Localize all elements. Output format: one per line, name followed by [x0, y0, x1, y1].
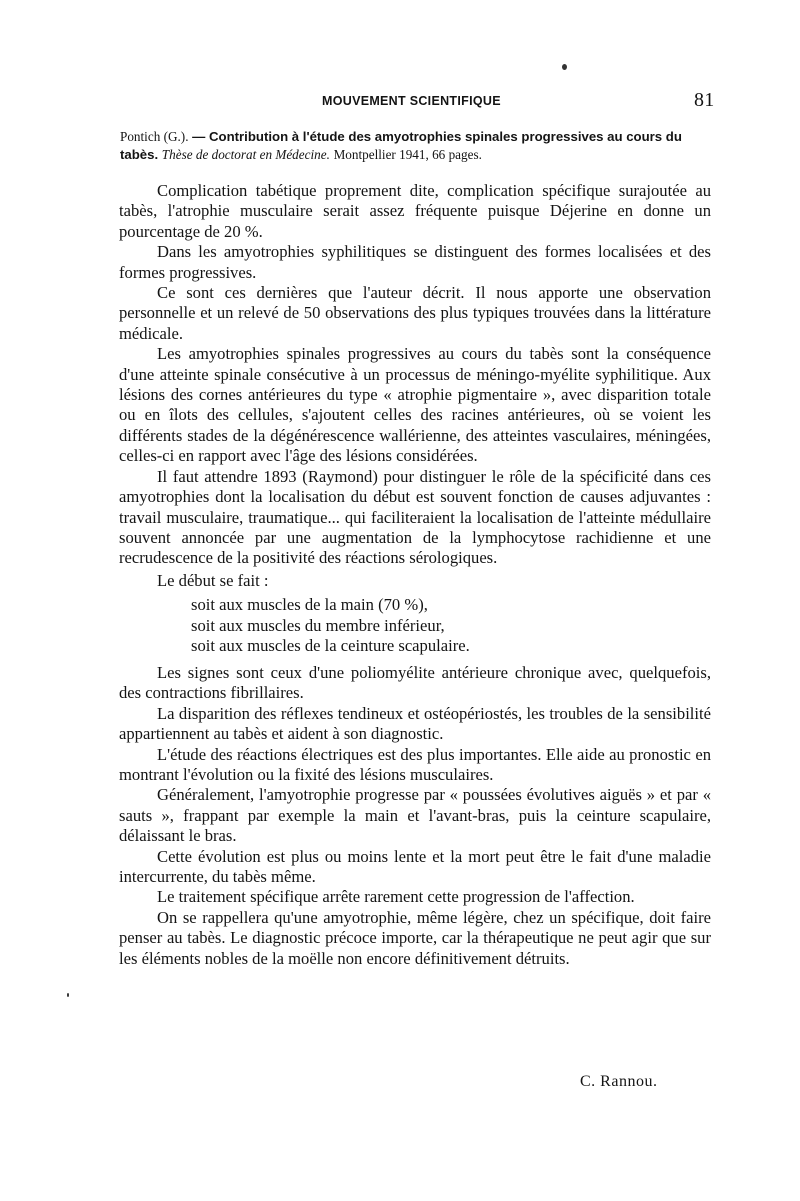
- list-item: soit aux muscles de la ceinture scapulaire.: [191, 636, 470, 656]
- paragraph: On se rappellera qu'une amyotrophie, même légère, chez un spécifique, doit faire penser au tabès. Le diagnostic précoce importe, car la thérapeutique ne peut agir que sur les éléments nobles de la moëlle non encore définitivement détruits.: [119, 907, 711, 968]
- bibliographic-reference: [120, 128, 718, 164]
- onset-list: [119, 595, 711, 657]
- paragraph: Dans les amyotrophies syphilitiques se distinguent des formes localisées et des formes progressives.: [119, 242, 711, 282]
- paragraph: Généralement, l'amyotrophie progresse par « poussées évolutives aiguës » et par « sauts », frappant par exemple la main et l'avant-bras, puis la ceinture scapulaire, délaissant le bras.: [119, 785, 711, 846]
- paragraph: Complication tabétique proprement dite, complication spécifique surajoutée au tabès, l'atrophie musculaire serait assez fréquente puisque Déjerine en donne un pourcentage de 20 %.: [119, 181, 711, 241]
- paragraph: Les amyotrophies spinales progressives au cours du tabès sont la conséquence d'une atteinte spinale consécutive à un processus de méningo-myélite syphilitique. Aux lésions des cornes antérieures du type « atrophie pigmentaire », avec disparition totale ou en îlots des cellules, s'ajoutent celles des racines antérieures, où se voient les différents stades de la dégénérescence wallérienne, des atteintes vasculaires, méningées, celles-ci en rapport avec l'âge des lésions considérées.: [119, 344, 711, 466]
- list-item: soit aux muscles du membre inférieur,: [191, 615, 445, 635]
- reference-thesis: Thèse de doctorat en Médecine.: [161, 147, 330, 162]
- page-number: 81: [694, 89, 715, 111]
- running-title: MOUVEMENT SCIENTIFIQUE: [322, 94, 501, 108]
- list-item: soit aux muscles de la main (70 %),: [191, 595, 428, 615]
- paragraph: Les signes sont ceux d'une poliomyélite antérieure chronique avec, quelquefois, des contractions fibrillaires.: [119, 662, 711, 703]
- signature: C. Rannou.: [580, 1073, 658, 1090]
- paragraph: L'étude des réactions électriques est des plus importantes. Elle aide au pronostic en montrant l'évolution ou la fixité des lésions musculaires.: [119, 744, 711, 784]
- article-body: [119, 181, 711, 969]
- paragraph: Le traitement spécifique arrête rarement cette progression de l'affection.: [157, 887, 635, 907]
- paragraph: Le début se fait :: [157, 570, 269, 590]
- paragraph: Il faut attendre 1893 (Raymond) pour distinguer le rôle de la spécificité dans ces amyotrophies dont la localisation du début est souvent fonction de causes adjuvantes : travail musculaire, traumatique... qui faciliteraient la localisation de l'atteinte médullaire souvent annoncée par une augmentation de la lymphocytose rachidienne et une recrudescence de la positivité des réactions sérologiques.: [119, 466, 711, 568]
- ink-speck: [562, 64, 567, 70]
- reference-author: Pontich (G.).: [120, 129, 189, 144]
- ink-speck: [67, 993, 69, 997]
- paragraph: La disparition des réflexes tendineux et ostéopériostés, les troubles de la sensibilité appartiennent au tabès et aident à son diagnostic.: [119, 703, 711, 744]
- reference-place: Montpellier 1941, 66 pages.: [333, 147, 482, 162]
- paragraph: Ce sont ces dernières que l'auteur décrit. Il nous apporte une observation personnelle et un relevé de 50 observations des plus typiques trouvées dans la littérature médicale.: [119, 283, 711, 343]
- paragraph: Cette évolution est plus ou moins lente et la mort peut être le fait d'une maladie intercurrente, du tabès même.: [119, 846, 711, 886]
- running-header: [0, 90, 800, 114]
- reference-title: — Contribution à l'étude des amyotrophies spinales progressives au cours du tabès.: [120, 129, 682, 162]
